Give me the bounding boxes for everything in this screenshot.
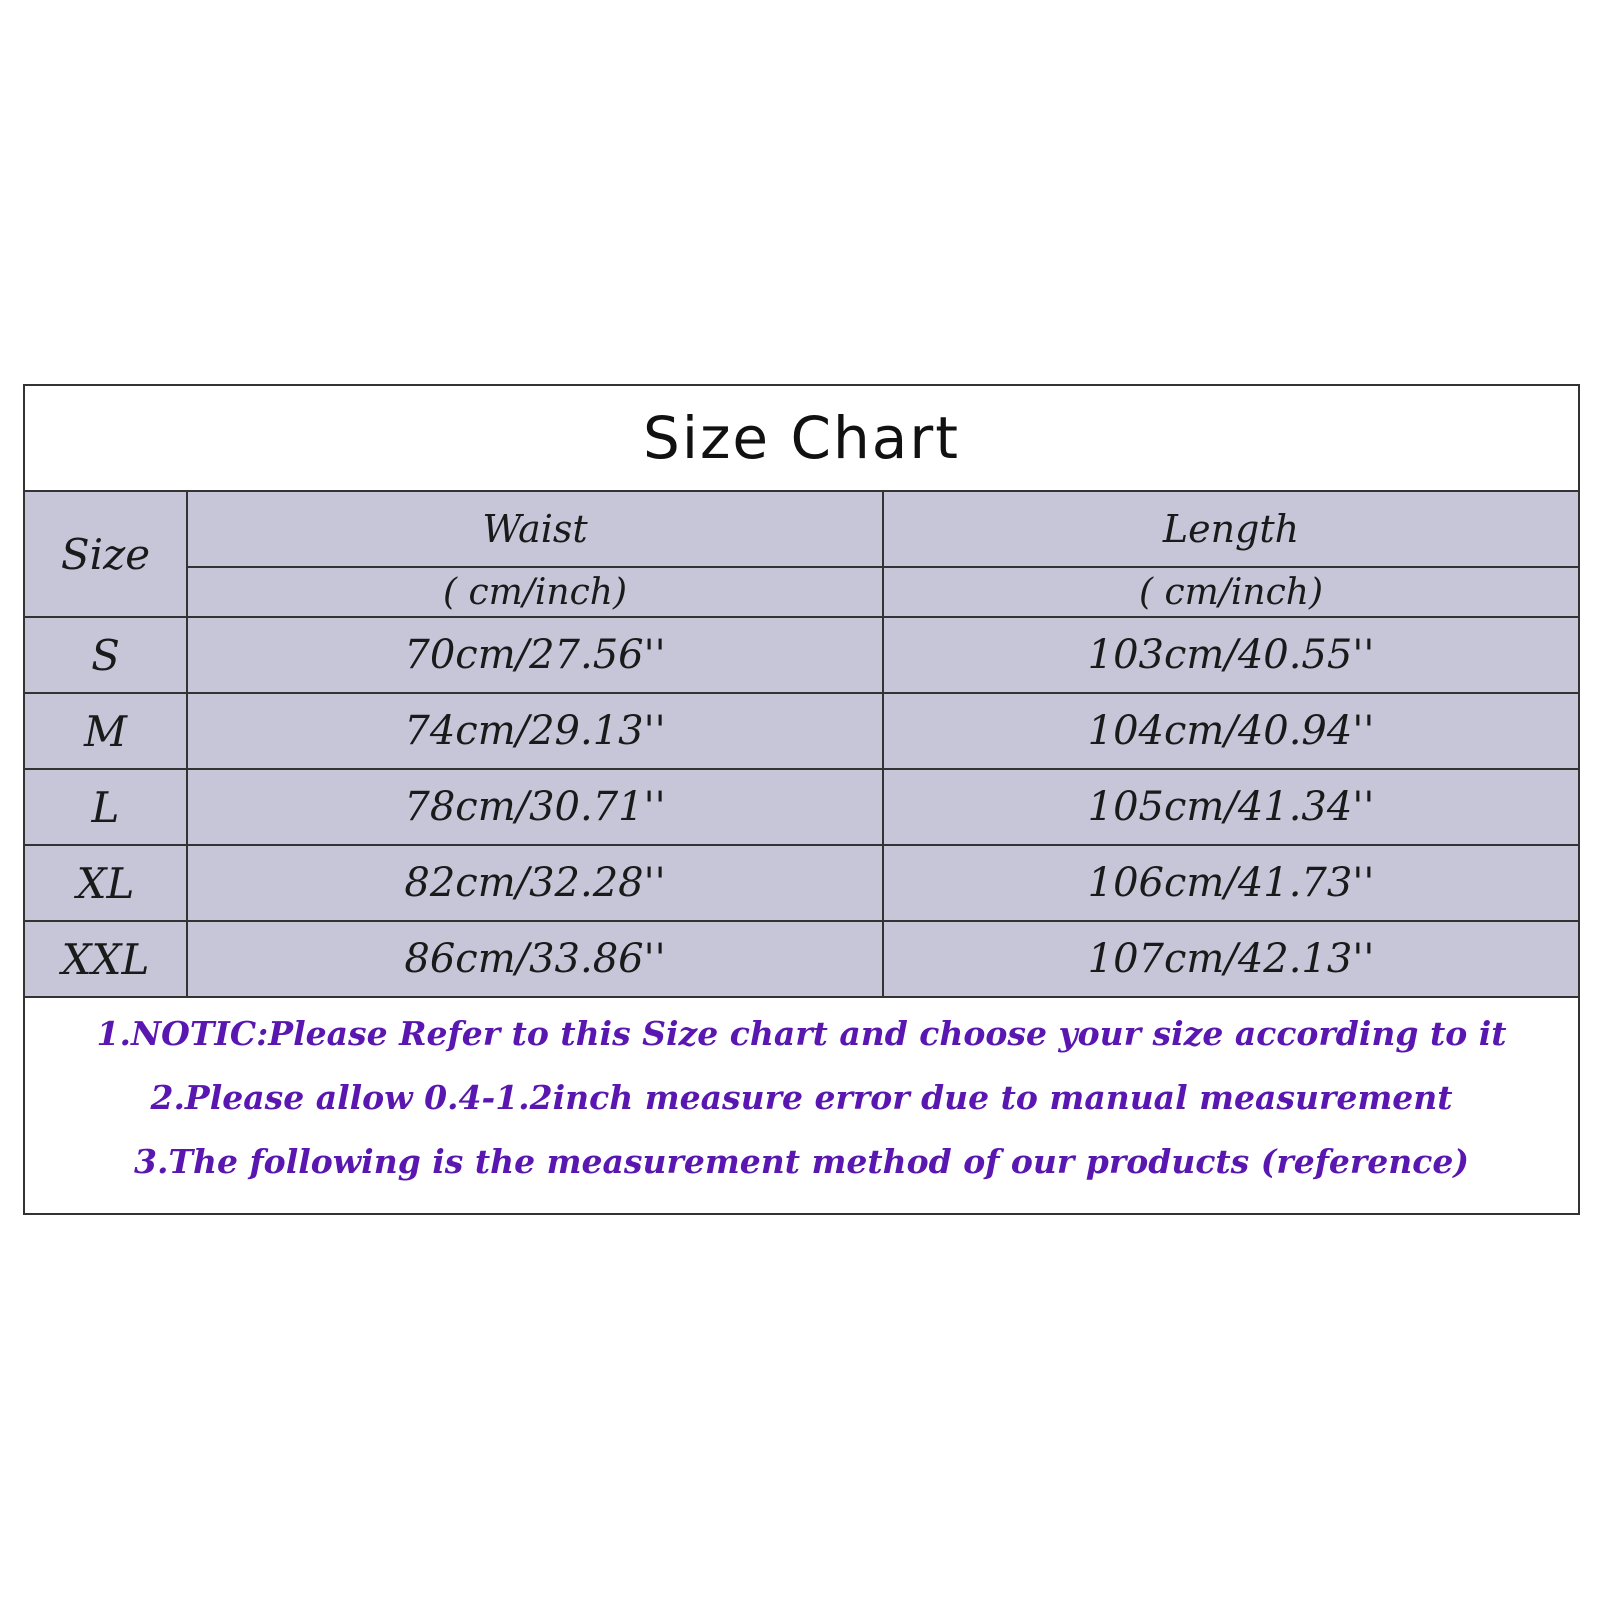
chart-title: Size Chart: [25, 386, 1578, 492]
header-length: Length: [883, 492, 1578, 567]
header-waist: Waist: [187, 492, 883, 567]
length-cell: 105cm/41.34'': [883, 769, 1578, 845]
length-cell: 104cm/40.94'': [883, 693, 1578, 769]
size-cell: S: [25, 617, 187, 693]
size-cell: L: [25, 769, 187, 845]
size-cell: M: [25, 693, 187, 769]
header-length-unit: ( cm/inch): [883, 567, 1578, 617]
length-cell: 106cm/41.73'': [883, 845, 1578, 921]
waist-cell: 78cm/30.71'': [187, 769, 883, 845]
note-line: 1.NOTIC:Please Refer to this Size chart and choose your size according to it: [96, 1014, 1507, 1053]
waist-cell: 86cm/33.86'': [187, 921, 883, 997]
table-row: [25, 845, 1578, 921]
header-row: [25, 492, 1578, 567]
table-row: [25, 617, 1578, 693]
length-cell: 107cm/42.13'': [883, 921, 1578, 997]
waist-cell: 82cm/32.28'': [187, 845, 883, 921]
size-cell: XL: [25, 845, 187, 921]
note-line: 2.Please allow 0.4-1.2inch measure error due to manual measurement: [150, 1078, 1453, 1117]
header-size: Size: [25, 492, 187, 617]
header-unit-row: [25, 567, 1578, 617]
header-waist-unit: ( cm/inch): [187, 567, 883, 617]
note-line: 3.The following is the measurement method of our products (reference): [134, 1142, 1469, 1181]
notes-section: [25, 992, 1578, 1213]
waist-cell: 74cm/29.13'': [187, 693, 883, 769]
table-row: [25, 921, 1578, 997]
waist-cell: 70cm/27.56'': [187, 617, 883, 693]
size-chart: [23, 384, 1580, 1215]
table-row: [25, 769, 1578, 845]
size-table: [25, 492, 1578, 998]
table-row: [25, 693, 1578, 769]
size-cell: XXL: [25, 921, 187, 997]
length-cell: 103cm/40.55'': [883, 617, 1578, 693]
